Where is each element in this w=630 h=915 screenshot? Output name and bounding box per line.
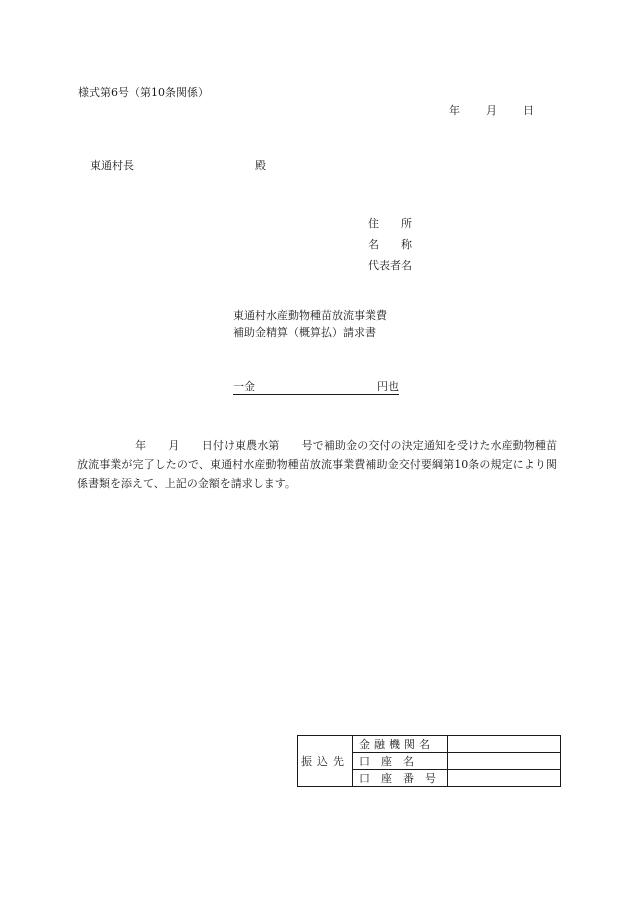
date-month: 月 bbox=[486, 104, 497, 117]
title-line-1: 東通村水産動物種苗放流事業費 bbox=[233, 309, 387, 322]
name-label: 名 称 bbox=[368, 238, 412, 251]
amount-suffix: 円也 bbox=[377, 380, 399, 393]
form-number: 様式第6号（第10条関係） bbox=[78, 86, 209, 99]
account-name-value[interactable] bbox=[448, 753, 561, 770]
representative-label: 代表者名 bbox=[368, 259, 412, 272]
amount-prefix: 一金 bbox=[233, 380, 255, 393]
document-title bbox=[233, 310, 387, 344]
bank-name-label: 金融機関名 bbox=[353, 736, 448, 753]
addressee-honorific: 殿 bbox=[255, 159, 266, 172]
transfer-destination-label: 振込先 bbox=[298, 736, 353, 787]
bank-transfer-table bbox=[297, 735, 561, 787]
title-line-2: 補助金精算（概算払）請求書 bbox=[233, 326, 376, 339]
address-label: 住 所 bbox=[368, 217, 412, 230]
addressee-name: 東通村長 bbox=[90, 159, 134, 172]
account-name-label: 口 座 名 bbox=[353, 753, 448, 770]
date-year: 年 bbox=[449, 104, 460, 117]
bank-name-value[interactable] bbox=[448, 736, 561, 753]
body-paragraph bbox=[77, 436, 557, 493]
body-text: 年 月 日付け東農水第 号で補助金の交付の決定通知を受けた水産動物種苗放流事業が完了したので、東通村水産動物種苗放流事業費補助金交付要綱第10条の規定により関係書類を添えて、上記の金額を請求します。 bbox=[77, 439, 557, 490]
account-number-value[interactable] bbox=[448, 770, 561, 787]
amount-line bbox=[233, 381, 399, 395]
applicant-block bbox=[368, 218, 412, 281]
account-number-label: 口座番号 bbox=[353, 770, 448, 787]
date-day: 日 bbox=[523, 104, 534, 117]
date-line bbox=[449, 105, 534, 116]
table-row bbox=[298, 736, 561, 753]
